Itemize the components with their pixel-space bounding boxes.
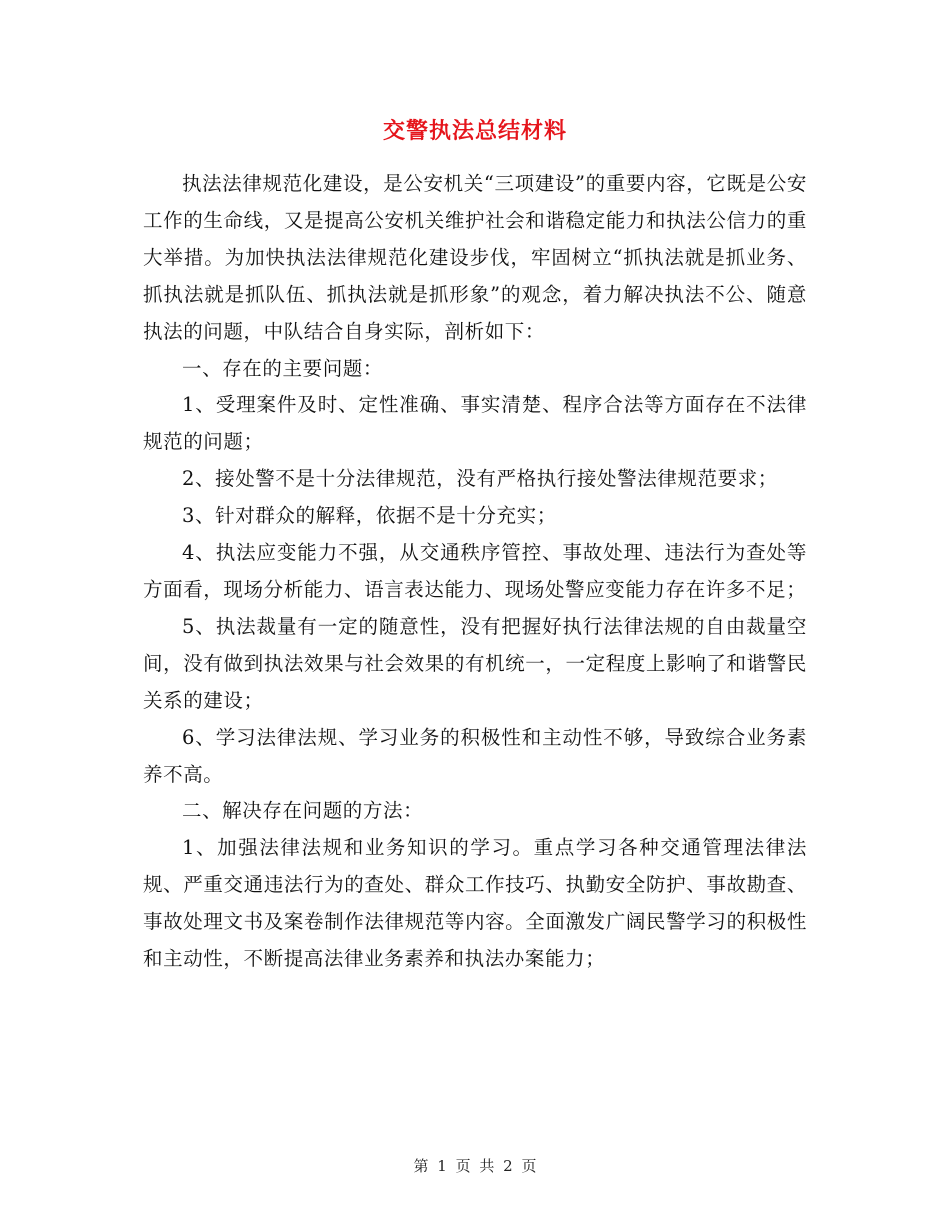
heading-solutions: 二、解决存在问题的方法： <box>182 799 424 823</box>
problem-item-2: 2、接处警不是十分法律规范，没有严格执行接处警法律规范要求； <box>182 467 778 491</box>
problem-item-6: 6、学习法律法规、学习业务的积极性和主动性不够，导致综合业务素养不高。 <box>143 725 807 786</box>
heading-problems: 一、存在的主要问题： <box>182 356 384 380</box>
problem-item-1: 1、受理案件及时、定性准确、事实清楚、程序合法等方面存在不法律规范的问题； <box>143 393 807 454</box>
problem-item-4: 4、执法应变能力不强，从交通秩序管控、事故处理、违法行为查处等方面看，现场分析能力、语言表达能力、现场处警应变能力存在许多不足； <box>143 541 807 601</box>
problem-item-3: 3、针对群众的解释，依据不是十分充实； <box>182 504 557 528</box>
paragraph-intro: 执法法律规范化建设，是公安机关“三项建设”的重要内容，它既是公安工作的生命线，又是提高公安机关维护社会和谐稳定能力和执法公信力的重大举措。为加快执法法律规范化建设步伐，牢固树立“抓执法就是抓业务、抓执法就是抓队伍、抓执法就是抓形象”的观念，着力解决执法不公、随意执法的问题，中队结合自身实际，剖析如下： <box>143 172 807 343</box>
document-body <box>143 166 807 978</box>
page-footer: 第 1 页 共 2 页 <box>413 1157 537 1175</box>
document-title: 交警执法总结材料 <box>382 119 567 144</box>
problem-item-5: 5、执法裁量有一定的随意性，没有把握好执行法律法规的自由裁量空间，没有做到执法效果与社会效果的有机统一，一定程度上影响了和谐警民关系的建设； <box>143 614 807 712</box>
solution-item-1: 1、加强法律法规和业务知识的学习。重点学习各种交通管理法律法规、严重交通违法行为的查处、群众工作技巧、执勤安全防护、事故勘查、事故处理文书及案卷制作法律规范等内容。全面激发广阔民警学习的积极性和主动性，不断提高法律业务素养和执法办案能力； <box>143 836 807 971</box>
